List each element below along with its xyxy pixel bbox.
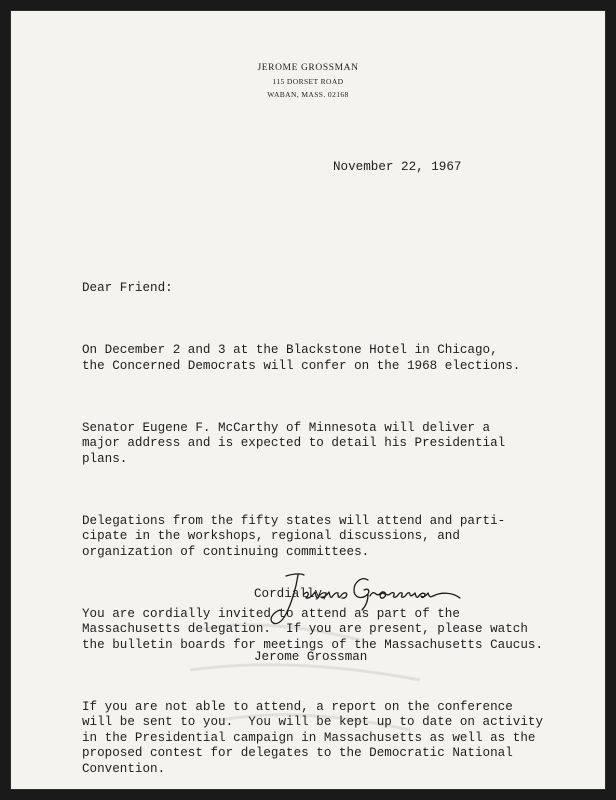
- closing: Cordially,: [254, 587, 330, 601]
- paragraph-invitation: You are cordially invited to attend as part of the Massachusetts delegation. If you are present, please watch the bulletin boards for meetings of the Massachusetts Caucus.: [82, 606, 544, 652]
- letterhead-city: WABAN, MASS. 02168: [267, 90, 349, 99]
- paragraph-report: If you are not able to attend, a report on the conference will be sent to you. You will be kept up to date on activity in the Presidential campaign in Massachusetts as well as the proposed contest for delegates to the Democratic National Convention.: [82, 699, 544, 776]
- paragraph-mccarthy: Senator Eugene F. McCarthy of Minnesota will deliver a major address and is expected to detail his Presidential plans.: [82, 420, 506, 466]
- letterhead-name: JEROME GROSSMAN: [257, 63, 359, 73]
- typed-signature-name: Jerome Grossman: [254, 649, 368, 664]
- paragraph-delegations: Delegations from the fifty states will attend and parti- cipate in the workshops, regional discussions, and organization of continuing committees.: [82, 513, 506, 559]
- letterhead-street: 115 DORSET ROAD: [272, 77, 344, 86]
- paragraph-conference: On December 2 and 3 at the Blackstone Hotel in Chicago, the Concerned Democrats will confer on the 1968 elections.: [82, 343, 521, 373]
- letter-date: November 22, 1967: [333, 160, 462, 174]
- salutation: Dear Friend:: [82, 281, 173, 295]
- letterhead: [10, 62, 606, 101]
- letter-paper: [10, 10, 606, 790]
- bleed-through-marks: [160, 610, 460, 770]
